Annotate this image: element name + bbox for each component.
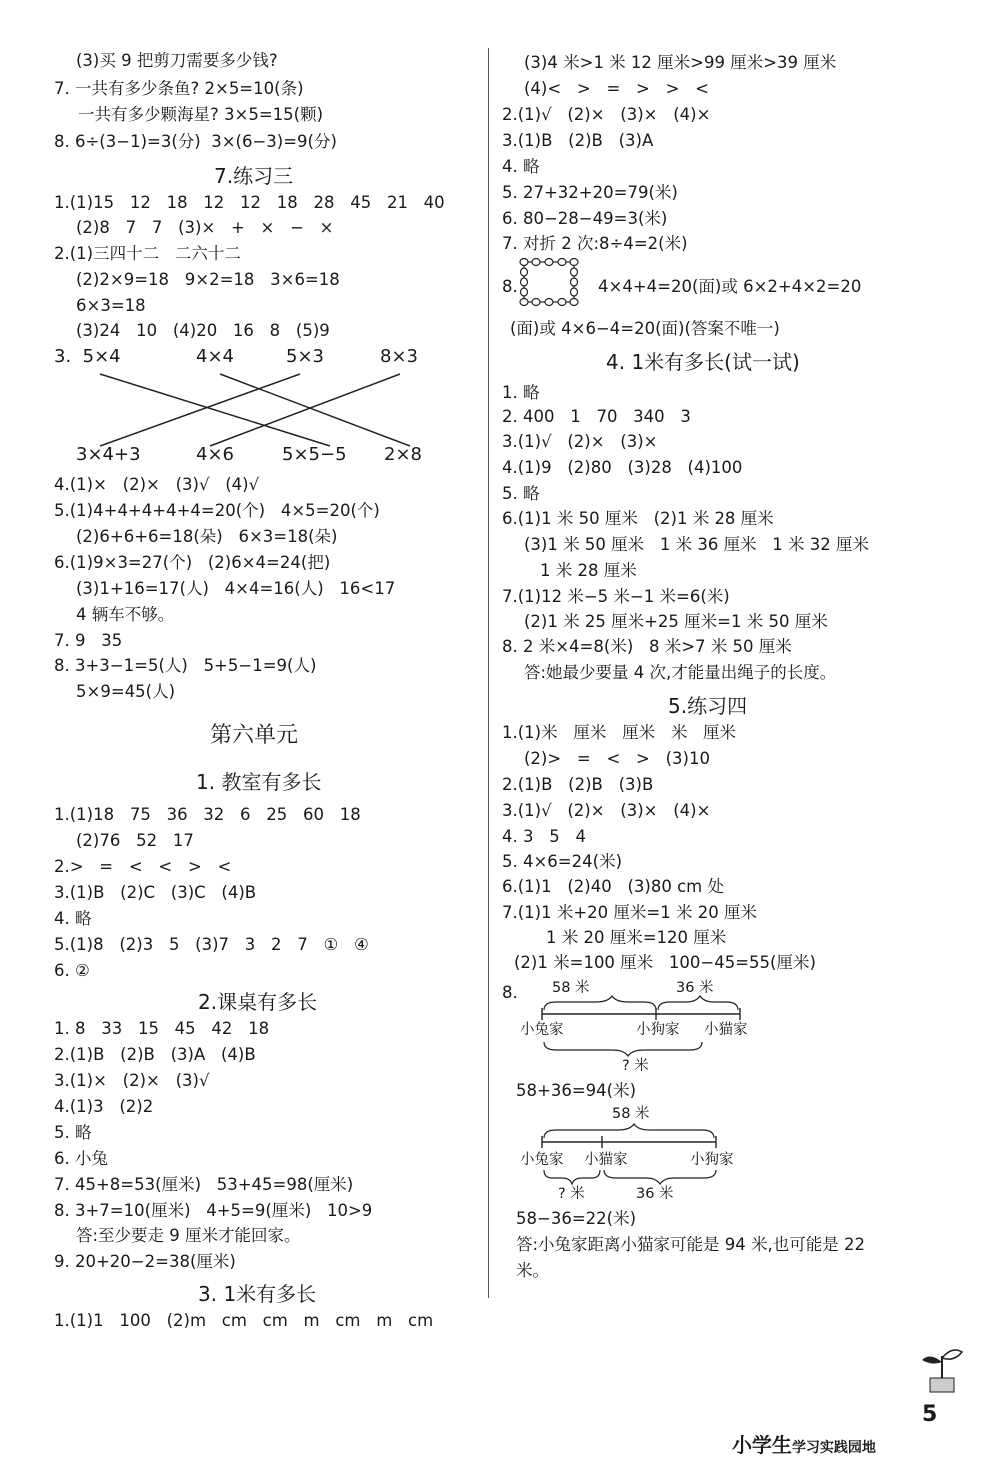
- match-bottom-2: 4×6: [196, 444, 234, 465]
- text-line: (2)8 7 7 (3)× + × − ×: [76, 218, 334, 237]
- text-line: (2)6+6+6=18(朵) 6×3=18(朵): [76, 527, 338, 546]
- text-line: 4×4+4=20(面)或 6×2+4×2=20: [598, 277, 862, 296]
- text-line: 4.(1)3 (2)2: [54, 1097, 154, 1116]
- text-line: 2.(1)B (2)B (3)A (4)B: [54, 1045, 256, 1064]
- text-line: 6. 小兔: [54, 1149, 108, 1168]
- match-line: [220, 374, 410, 446]
- match-top-1: 3. 5×4: [54, 346, 121, 367]
- text-line: 8. 6÷(3−1)=3(分) 3×(6−3)=9(分): [54, 132, 337, 151]
- match-line: [100, 374, 300, 446]
- text-line: (2)1 米=100 厘米 100−45=55(厘米): [514, 953, 816, 972]
- text-line: 6. 80−28−49=3(米): [502, 209, 668, 228]
- text-line: 2.> = < < > <: [54, 857, 232, 876]
- text-line: 8.: [502, 983, 518, 1002]
- text-line: (2)76 52 17: [76, 831, 194, 850]
- unit-heading: 第六单元: [210, 723, 299, 748]
- text-line: 1.(1)18 75 36 32 6 25 60 18: [54, 805, 361, 824]
- match-bottom-1: 3×4+3: [76, 444, 141, 465]
- text-line: 6.(1)9×3=27(个) (2)6×4=24(把): [54, 553, 331, 572]
- text-line: 4.(1)× (2)× (3)√ (4)√: [54, 475, 260, 494]
- text-line: 8. 2 米×4=8(米) 8 米>7 米 50 厘米: [502, 637, 792, 656]
- text-line: (2)2×9=18 9×2=18 3×6=18: [76, 270, 340, 289]
- text-line: (3)1+16=17(人) 4×4=16(人) 16<17: [76, 579, 396, 598]
- section-heading: 5.练习四: [668, 694, 748, 718]
- matching-lines: [0, 368, 1000, 468]
- text-line: 7.(1)1 米+20 厘米=1 米 20 厘米: [502, 903, 757, 922]
- text-line: 7. 9 35: [54, 631, 123, 650]
- text-line: 3.(1)√ (2)× (3)× (4)×: [502, 801, 711, 820]
- text-line: 7.(1)12 米−5 米−1 米=6(米): [502, 587, 730, 606]
- text-line: 6. ②: [54, 961, 90, 980]
- text-line: (4)< > = > > <: [524, 79, 709, 98]
- text-line: (3)买 9 把剪刀需要多少钱?: [76, 51, 278, 70]
- text-line: 6.(1)1 (2)40 (3)80 cm 处: [502, 877, 724, 896]
- square-outline: [524, 262, 574, 302]
- text-line: 5.(1)8 (2)3 5 (3)7 3 2 7 ① ④: [54, 935, 369, 954]
- text-line: 58−36=22(米): [516, 1209, 637, 1228]
- text-line: 4. 略: [502, 157, 540, 176]
- text-line: 7. 一共有多少条鱼? 2×5=10(条): [54, 79, 304, 98]
- text-line: 答:至少要走 9 厘米才能回家。: [76, 1226, 301, 1245]
- text-line: 5. 略: [54, 1123, 92, 1142]
- text-line: (2)1 米 25 厘米+25 厘米=1 米 50 厘米: [524, 612, 828, 631]
- section-heading: 3. 1米有多长: [198, 1282, 317, 1306]
- section-heading: 7.练习三: [214, 164, 294, 188]
- match-bottom-4: 2×8: [384, 444, 422, 465]
- text-line: 8.: [502, 277, 518, 296]
- text-line: 9. 20+20−2=38(厘米): [54, 1252, 236, 1271]
- text-line: 答:小兔家距离小猫家可能是 94 米,也可能是 22: [516, 1235, 866, 1254]
- segment-label: 58 米: [552, 980, 590, 996]
- text-line: (3)4 米>1 米 12 厘米>99 厘米>39 厘米: [524, 53, 837, 72]
- text-line: 3.(1)× (2)× (3)√: [54, 1071, 210, 1090]
- text-line: 5.(1)4+4+4+4+4=20(个) 4×5=20(个): [54, 501, 380, 520]
- brand-small: 学习实践园地: [791, 1440, 876, 1456]
- text-line: 6×3=18: [76, 296, 146, 315]
- text-line: 1.(1)米 厘米 厘米 米 厘米: [502, 723, 737, 742]
- column-divider: [488, 48, 489, 1298]
- text-line: 1. 8 33 15 45 42 18: [54, 1019, 270, 1038]
- text-line: 3.(1)√ (2)× (3)×: [502, 432, 658, 451]
- text-line: (3)24 10 (4)20 16 8 (5)9: [76, 321, 330, 340]
- text-line: (3)1 米 50 厘米 1 米 36 厘米 1 米 32 厘米: [524, 535, 870, 554]
- segment-label: 36 米: [636, 1186, 674, 1202]
- text-line: (面)或 4×6−4=20(面)(答案不唯一): [510, 319, 780, 338]
- segment-label: ? 米: [558, 1186, 585, 1202]
- match-bottom-3: 5×5−5: [282, 444, 347, 465]
- text-line: 1.(1)1 100 (2)m cm cm m cm m cm: [54, 1311, 434, 1330]
- plant-logo-icon: [912, 1338, 972, 1398]
- text-line: 3.(1)B (2)C (3)C (4)B: [54, 883, 257, 902]
- text-line: 8. 3+7=10(厘米) 4+5=9(厘米) 10>9: [54, 1201, 373, 1220]
- text-line: 5×9=45(人): [76, 682, 176, 701]
- text-line: 答:她最少要量 4 次,才能量出绳子的长度。: [524, 663, 837, 682]
- place-label: 小兔家: [520, 1152, 564, 1168]
- flag-dots: [520, 259, 578, 306]
- text-line: 4. 略: [54, 909, 92, 928]
- text-line: 2. 400 1 70 340 3: [502, 407, 691, 426]
- page-number: 5: [922, 1402, 938, 1427]
- section-heading: 1. 教室有多长: [196, 770, 322, 794]
- text-line: 2.(1)√ (2)× (3)× (4)×: [502, 105, 711, 124]
- section-heading: 2.课桌有多长: [198, 990, 318, 1014]
- place-label: 小兔家: [520, 1022, 564, 1038]
- brand-big: 小学生: [731, 1433, 792, 1457]
- text-line: 7. 对折 2 次:8÷4=2(米): [502, 234, 688, 253]
- place-label: 小猫家: [584, 1152, 628, 1168]
- place-label: 小狗家: [690, 1152, 734, 1168]
- segment-label: 36 米: [676, 980, 714, 996]
- segment-label: 58 米: [612, 1106, 650, 1122]
- text-line: 2.(1)B (2)B (3)B: [502, 775, 654, 794]
- match-top-4: 8×3: [380, 346, 418, 367]
- match-line: [100, 374, 330, 446]
- text-line: 3.(1)B (2)B (3)A: [502, 131, 654, 150]
- match-line: [210, 374, 400, 446]
- text-line: 4.(1)9 (2)80 (3)28 (4)100: [502, 458, 743, 477]
- text-line: (2)> = < > (3)10: [524, 749, 710, 768]
- text-line: 5. 4×6=24(米): [502, 852, 623, 871]
- place-label: 小猫家: [704, 1022, 748, 1038]
- text-line: 5. 略: [502, 484, 540, 503]
- text-line: 米。: [516, 1261, 549, 1280]
- text-line: 1 米 20 厘米=120 厘米: [546, 928, 727, 947]
- text-line: 5. 27+32+20=79(米): [502, 183, 678, 202]
- match-top-3: 5×3: [286, 346, 324, 367]
- text-line: 8. 3+3−1=5(人) 5+5−1=9(人): [54, 656, 317, 675]
- text-line: 1 米 28 厘米: [540, 561, 637, 580]
- flag-square-figure: [516, 254, 582, 310]
- text-line: 6.(1)1 米 50 厘米 (2)1 米 28 厘米: [502, 509, 774, 528]
- text-line: 2.(1)三四十二 二六十二: [54, 244, 241, 263]
- match-top-2: 4×4: [196, 346, 234, 367]
- text-line: 一共有多少颗海星? 3×5=15(颗): [78, 105, 324, 124]
- text-line: 1. 略: [502, 383, 540, 402]
- text-line: 1.(1)15 12 18 12 12 18 28 45 21 40: [54, 193, 445, 212]
- text-line: 7. 45+8=53(厘米) 53+45=98(厘米): [54, 1175, 354, 1194]
- text-line: 58+36=94(米): [516, 1081, 637, 1100]
- brand-name: [718, 1405, 876, 1458]
- text-line: 4. 3 5 4: [502, 827, 586, 846]
- section-heading: 4. 1米有多长(试一试): [606, 350, 800, 374]
- text-line: 4 辆车不够。: [76, 605, 175, 624]
- place-label: 小狗家: [636, 1022, 680, 1038]
- segment-label: ? 米: [622, 1058, 649, 1074]
